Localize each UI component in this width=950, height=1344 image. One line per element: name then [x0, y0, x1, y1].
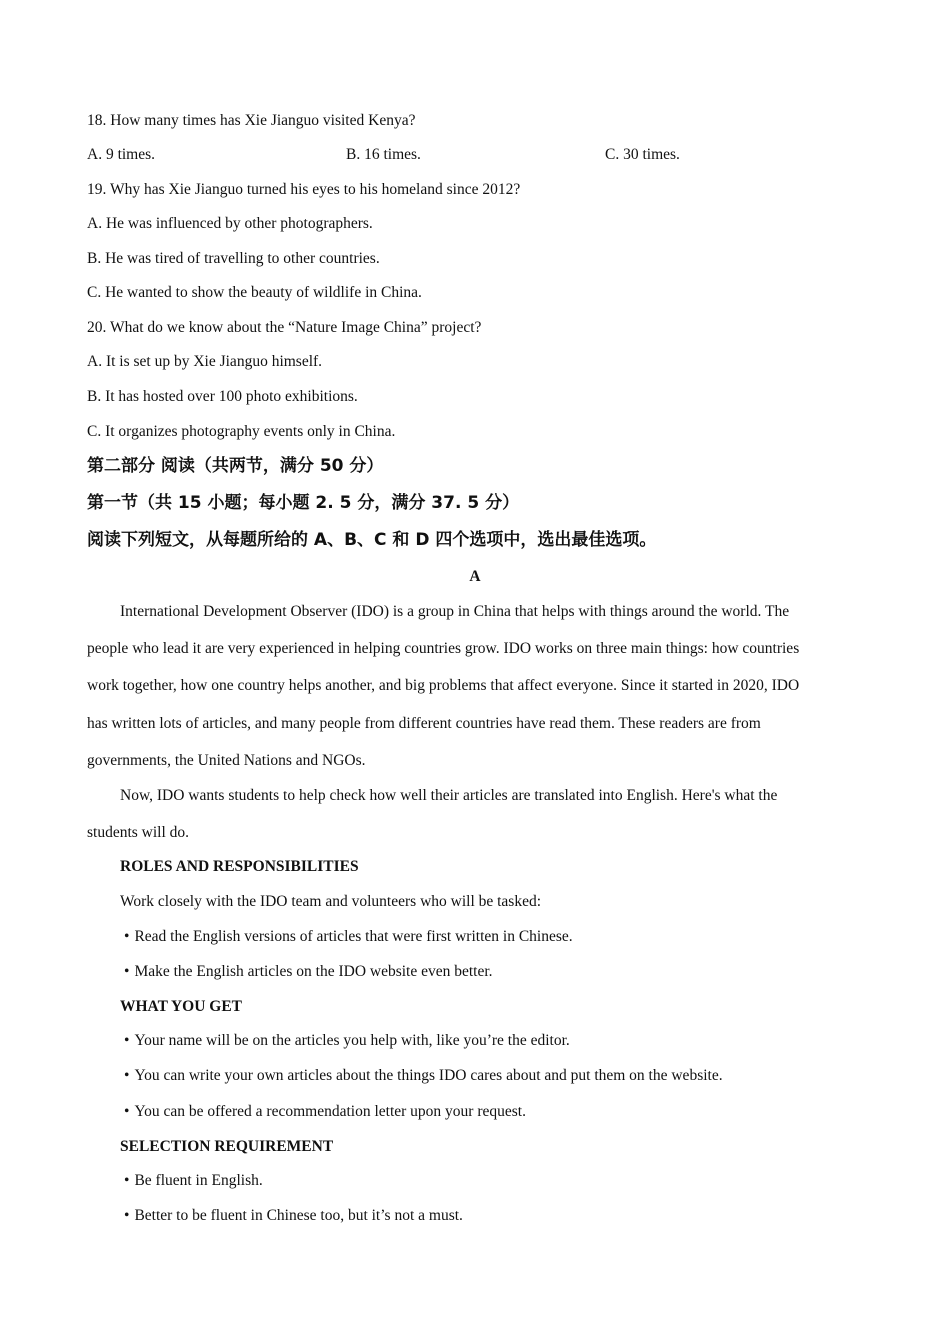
roles-heading: ROLES AND RESPONSIBILITIES — [120, 858, 359, 875]
q18-option-b: B. 16 times. — [346, 146, 421, 163]
bullet-icon: • — [124, 928, 130, 945]
bullet-icon: • — [124, 1207, 130, 1224]
requirement-item: • Better to be fluent in Chinese too, but it’s not a must. — [124, 1207, 463, 1224]
para1-line-3: work together, how one country helps another, and big problems that affect everyone. Since it started in 2020, IDO — [87, 677, 800, 694]
q20-option-c: C. It organizes photography events only in China. — [87, 423, 396, 440]
bullet-icon: • — [124, 1172, 130, 1189]
requirement-heading: SELECTION REQUIREMENT — [120, 1138, 334, 1155]
roles-intro: Work closely with the IDO team and volunteers who will be tasked: — [120, 893, 542, 910]
passage-letter: A — [469, 568, 481, 585]
bullet-icon: • — [124, 1103, 130, 1120]
q18-option-a: A. 9 times. — [87, 146, 156, 163]
q19-option-a: A. He was influenced by other photographers. — [87, 215, 373, 232]
question-19: 19. Why has Xie Jianguo turned his eyes to his homeland since 2012? — [87, 181, 521, 198]
requirement-item: • Be fluent in English. — [124, 1172, 263, 1189]
bullet-icon: • — [124, 1032, 130, 1049]
para2-line-2: students will do. — [87, 824, 190, 841]
question-20: 20. What do we know about the “Nature Image China” project? — [87, 319, 482, 336]
reading-instruction: 阅读下列短文，从每题所给的 A、B、C 和 D 四个选项中，选出最佳选项。 — [87, 530, 657, 550]
bullet-icon: • — [124, 1067, 130, 1084]
para1-line-2: people who lead it are very experienced in helping countries grow. IDO works on three main things: how countries — [87, 640, 800, 657]
q18-option-c: C. 30 times. — [605, 146, 680, 163]
roles-item: • Make the English articles on the IDO website even better. — [124, 963, 493, 980]
q20-option-a: A. It is set up by Xie Jianguo himself. — [87, 353, 323, 370]
part-two-heading: 第二部分 阅读（共两节，满分 50 分） — [87, 456, 384, 476]
bullet-icon: • — [124, 963, 130, 980]
q20-option-b: B. It has hosted over 100 photo exhibitions. — [87, 388, 358, 405]
q19-option-b: B. He was tired of travelling to other countries. — [87, 250, 380, 267]
get-heading: WHAT YOU GET — [120, 998, 243, 1015]
q19-option-c: C. He wanted to show the beauty of wildlife in China. — [87, 284, 422, 301]
get-item: • You can write your own articles about the things IDO cares about and put them on the website. — [124, 1067, 723, 1084]
para2-line-1: Now, IDO wants students to help check how well their articles are translated into English. Here's what the — [120, 787, 778, 804]
section-one-heading: 第一节（共 15 小题；每小题 2. 5 分，满分 37. 5 分） — [87, 493, 520, 513]
para1-line-1: International Development Observer (IDO) is a group in China that helps with things around the world. The — [120, 603, 790, 620]
get-item: • Your name will be on the articles you help with, like you’re the editor. — [124, 1032, 570, 1049]
roles-item: • Read the English versions of articles that were first written in Chinese. — [124, 928, 573, 945]
para1-line-5: governments, the United Nations and NGOs. — [87, 752, 366, 769]
get-item: • You can be offered a recommendation letter upon your request. — [124, 1103, 526, 1120]
question-18: 18. How many times has Xie Jianguo visited Kenya? — [87, 112, 416, 129]
para1-line-4: has written lots of articles, and many people from different countries have read them. These readers are from — [87, 715, 761, 732]
